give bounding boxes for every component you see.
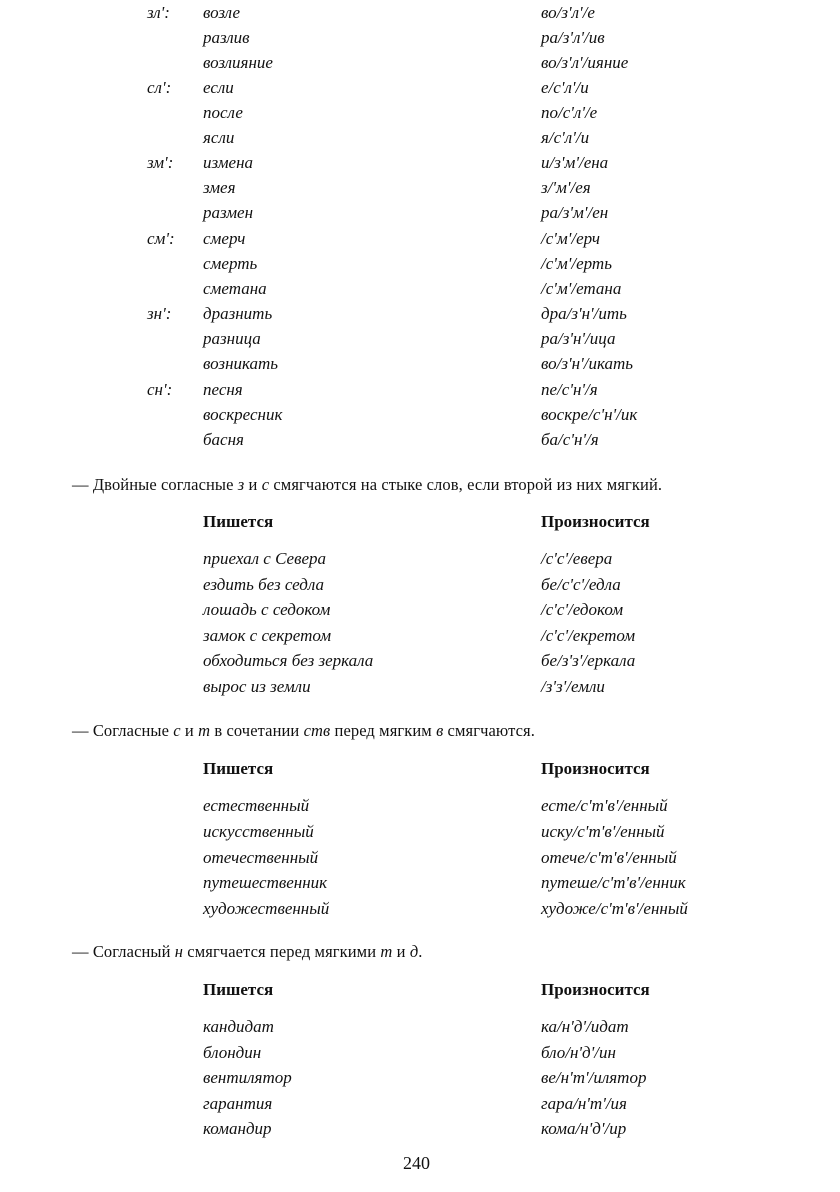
column-header-pronounced: Произносится bbox=[541, 512, 650, 531]
pronunciation: /с'м'/ерч bbox=[541, 229, 601, 248]
example-word: если bbox=[203, 78, 234, 97]
column-header-written: Пишется bbox=[203, 512, 274, 531]
example-word: художественный bbox=[203, 899, 330, 918]
cluster-label: сн': bbox=[147, 380, 173, 399]
example-word: смерч bbox=[203, 229, 246, 248]
rule-text: — Согласный н смягчается перед мягкими т и д. bbox=[72, 942, 423, 961]
example-word: размен bbox=[203, 203, 254, 222]
rule-text: — Двойные согласные з и с смягчаются на стыке слов, если второй из них мягкий. bbox=[72, 475, 663, 494]
pronunciation: /з'з'/емли bbox=[541, 677, 605, 696]
example-word: вырос из земли bbox=[203, 677, 311, 696]
cluster-label: зн': bbox=[147, 304, 172, 323]
rule-text: — Согласные с и т в сочетании ств перед мягким в смягчаются. bbox=[72, 721, 535, 740]
pronunciation: пе/с'н'/я bbox=[541, 380, 598, 399]
example-word: змея bbox=[203, 178, 236, 197]
example-word: измена bbox=[203, 153, 254, 172]
pronunciation: бе/з'з'/еркала bbox=[541, 651, 636, 670]
pronunciation: есте/с'т'в'/енный bbox=[541, 796, 668, 815]
pronunciation: по/с'л'/е bbox=[541, 103, 598, 122]
pronunciation: /с'с'/екретом bbox=[541, 626, 636, 645]
pronunciation: /с'м'/етана bbox=[541, 279, 622, 298]
page-number: 240 bbox=[403, 1153, 430, 1173]
pronunciation: во/з'л'/е bbox=[541, 3, 595, 22]
pronunciation: ба/с'н'/я bbox=[541, 430, 599, 449]
pronunciation: иску/с'т'в'/енный bbox=[541, 822, 665, 841]
pronunciation: кома/н'д'/ир bbox=[541, 1119, 627, 1138]
pronunciation: ра/з'н'/ица bbox=[541, 329, 616, 348]
example-word: путешественник bbox=[203, 873, 328, 892]
example-word: отечественный bbox=[203, 848, 319, 867]
pronunciation: ра/з'л'/ив bbox=[541, 28, 605, 47]
pronunciation: во/з'л'/ияние bbox=[541, 53, 629, 72]
cluster-label: зл': bbox=[147, 3, 170, 22]
example-word: гарантия bbox=[203, 1094, 273, 1113]
example-word: басня bbox=[203, 430, 244, 449]
example-word: разница bbox=[203, 329, 261, 348]
pronunciation: я/с'л'/и bbox=[541, 128, 590, 147]
pronunciation: ве/н'т'/илятор bbox=[541, 1068, 647, 1087]
example-word: искусственный bbox=[203, 822, 314, 841]
column-header-pronounced: Произносится bbox=[541, 980, 650, 999]
cluster-label: зм': bbox=[147, 153, 174, 172]
example-word: блондин bbox=[203, 1043, 262, 1062]
pronunciation: и/з'м'/ена bbox=[541, 153, 609, 172]
example-word: замок с секретом bbox=[203, 626, 332, 645]
example-word: обходиться без зеркала bbox=[203, 651, 374, 670]
pronunciation: отече/с'т'в'/енный bbox=[541, 848, 677, 867]
example-word: песня bbox=[203, 380, 243, 399]
pronunciation: во/з'н'/икать bbox=[541, 354, 633, 373]
pronunciation: е/с'л'/и bbox=[541, 78, 589, 97]
example-word: ясли bbox=[203, 128, 235, 147]
example-word: естественный bbox=[203, 796, 310, 815]
example-word: воскресник bbox=[203, 405, 283, 424]
pronunciation: художе/с'т'в'/енный bbox=[541, 899, 688, 918]
example-word: разлив bbox=[203, 28, 250, 47]
example-word: сметана bbox=[203, 279, 267, 298]
example-word: возникать bbox=[203, 354, 279, 373]
example-word: командир bbox=[203, 1119, 272, 1138]
pronunciation: гара/н'т'/ия bbox=[541, 1094, 627, 1113]
example-word: дразнить bbox=[203, 304, 273, 323]
example-word: после bbox=[203, 103, 243, 122]
pronunciation: воскре/с'н'/ик bbox=[541, 405, 638, 424]
pronunciation: /с'с'/евера bbox=[541, 549, 613, 568]
example-word: возлияние bbox=[203, 53, 273, 72]
pronunciation: бе/с'с'/едла bbox=[541, 575, 621, 594]
pronunciation: /с'м'/ерть bbox=[541, 254, 612, 273]
example-word: вентилятор bbox=[203, 1068, 292, 1087]
column-header-pronounced: Произносится bbox=[541, 759, 650, 778]
pronunciation: ка/н'д'/идат bbox=[541, 1017, 629, 1036]
pronunciation: /с'с'/едоком bbox=[541, 600, 624, 619]
example-word: возле bbox=[203, 3, 241, 22]
column-header-written: Пишется bbox=[203, 759, 274, 778]
example-word: смерть bbox=[203, 254, 258, 273]
pronunciation: бло/н'д'/ин bbox=[541, 1043, 616, 1062]
pronunciation: ра/з'м'/ен bbox=[541, 203, 609, 222]
example-word: приехал с Севера bbox=[203, 549, 327, 568]
example-word: ездить без седла bbox=[203, 575, 325, 594]
cluster-label: сл': bbox=[147, 78, 172, 97]
cluster-label: см': bbox=[147, 229, 175, 248]
pronunciation: з/'м'/ея bbox=[541, 178, 591, 197]
column-header-written: Пишется bbox=[203, 980, 274, 999]
example-word: кандидат bbox=[203, 1017, 274, 1036]
pronunciation: дра/з'н'/ить bbox=[541, 304, 627, 323]
example-word: лошадь с седоком bbox=[203, 600, 331, 619]
pronunciation: путеше/с'т'в'/енник bbox=[541, 873, 686, 892]
